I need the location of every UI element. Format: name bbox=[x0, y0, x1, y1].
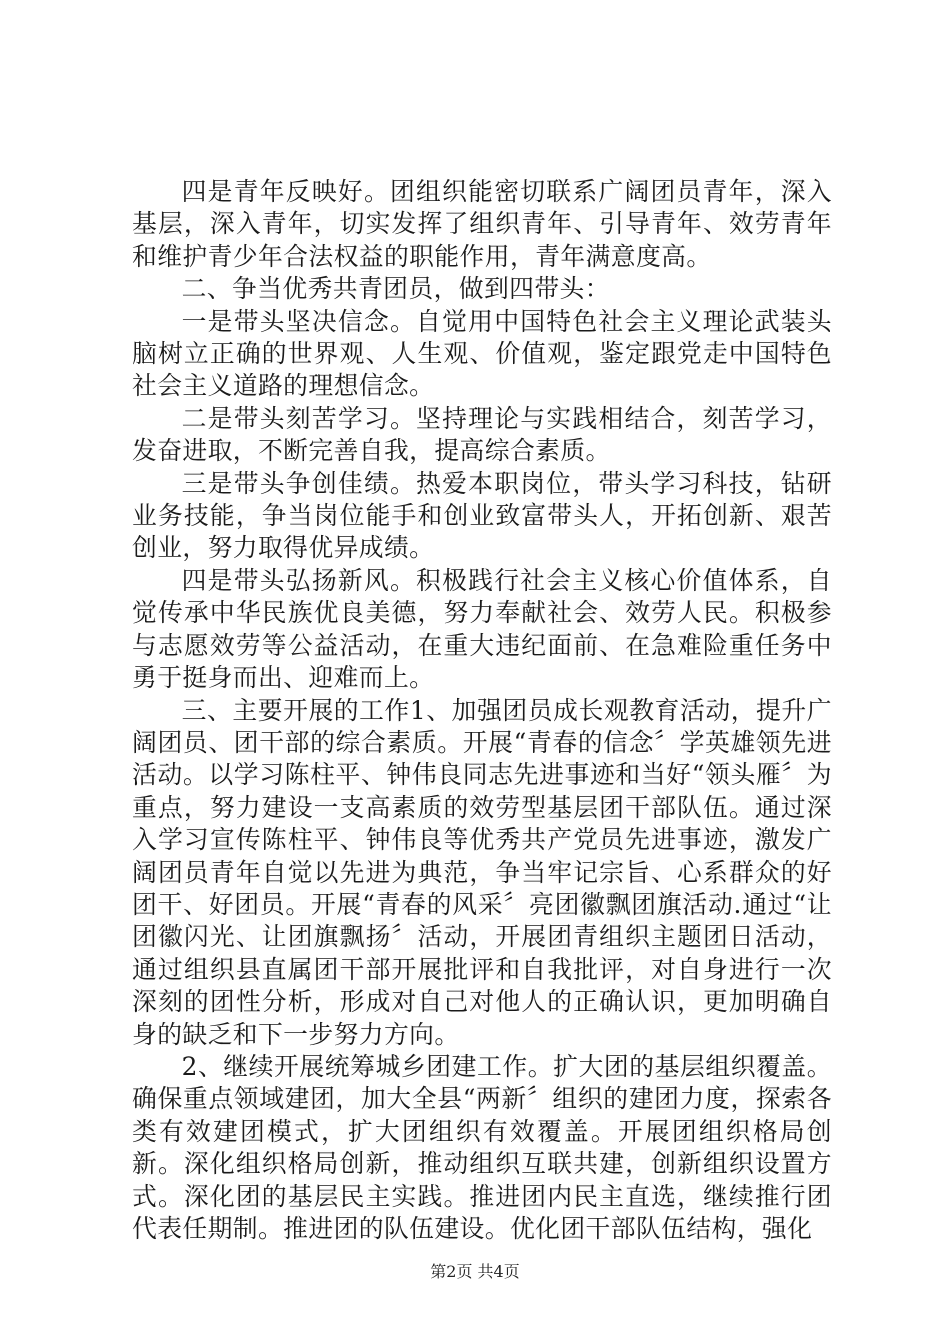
paragraph-main-work: 三、主要开展的工作1、加强团员成长观教育活动，提升广阔团员、团干部的综合素质。开展“青春的信念〞学英雄领先进活动。以学习陈柱平、钟伟良同志先进事迹和当好“领头雁〞为重点，努力建设一支高素质的效劳型基层团干部队伍。通过深入学习宣传陈柱平、钟伟良等优秀共产党员先进事迹，激发广阔团员青年自觉以先进为典范，争当牢记宗旨、心系群众的好团干、好团员。开展“青春的风采〞亮团徽飘团旗活动.通过“让团徽闪光、让团旗飘扬〞活动，开展团青组织主题团日活动，通过组织县直属团干部开展批评和自我批评，对自身进行一次深刻的团性分析，形成对自己对他人的正确认识，更加明确自身的缺乏和下一步努力方向。 bbox=[132, 695, 832, 1049]
paragraph-achievements: 三是带头争创佳绩。热爱本职岗位，带头学习科技，钻研业务技能，争当岗位能手和创业致富带头人，开拓创新、艰苦创业，努力取得优异成绩。 bbox=[132, 468, 832, 563]
paragraph-urban-rural: 2、继续开展统筹城乡团建工作。扩大团的基层组织覆盖。确保重点领域建团，加大全县“两新〞组织的建团力度，探索各类有效建团模式，扩大团组织有效覆盖。开展团组织格局创新。深化组织格局创新，推动组织互联共建，创新组织设置方式。深化团的基层民主实践。推进团内民主直选，继续推行团代表任期制。推进团的队伍建设。优化团干部队伍结构，强化 bbox=[132, 1051, 832, 1243]
paragraph-new-ethos: 四是带头弘扬新风。积极践行社会主义核心价值体系，自觉传承中华民族优良美德，努力奉献社会、效劳人民。积极参与志愿效劳等公益活动，在重大违纪面前、在急难险重任务中勇于挺身而出、迎难而上。 bbox=[132, 565, 832, 693]
paragraph-firm-belief: 一是带头坚决信念。自觉用中国特色社会主义理论武装头脑树立正确的世界观、人生观、价值观，鉴定跟党走中国特色社会主义道路的理想信念。 bbox=[132, 306, 832, 401]
paragraph-youth-feedback: 四是青年反映好。团组织能密切联系广阔团员青年，深入基层，深入青年，切实发挥了组织青年、引导青年、效劳青年和维护青少年合法权益的职能作用，青年满意度高。 bbox=[132, 177, 832, 271]
page-footer: 第2页 共4页 bbox=[430, 1262, 520, 1281]
paragraph-diligent-study: 二是带头刻苦学习。坚持理论与实践相结合，刻苦学习，发奋进取，不断完善自我，提高综合素质。 bbox=[132, 403, 832, 466]
heading-four-leads: 二、争当优秀共青团员，做到四带头： bbox=[181, 274, 610, 304]
document-body bbox=[132, 176, 832, 1245]
